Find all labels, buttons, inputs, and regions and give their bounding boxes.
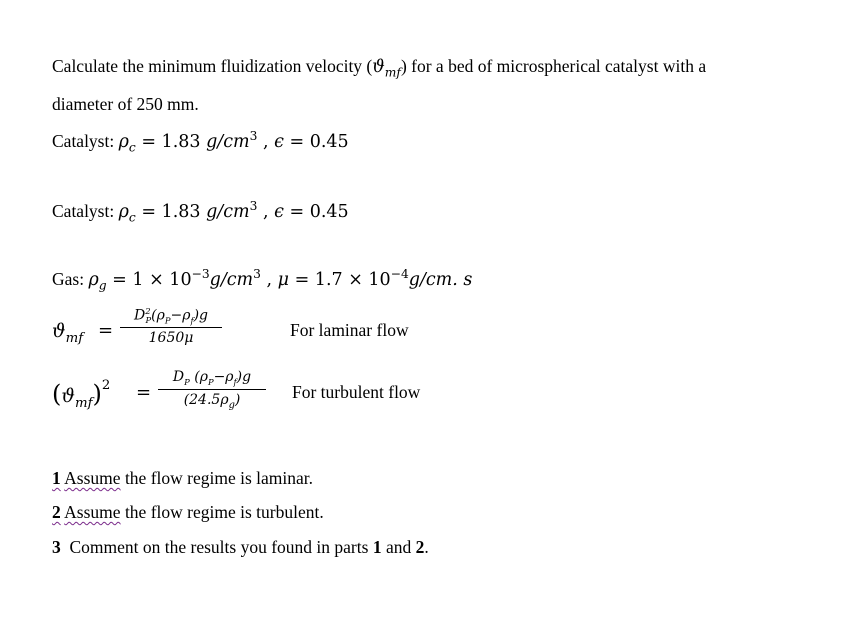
task-1-assume: Assume [64, 468, 121, 488]
task-1 [52, 470, 313, 488]
question-line-2: diameter of 250 mm. [52, 94, 199, 114]
gas-rho-unit: g/cm [209, 269, 254, 290]
catalyst-label: Catalyst: [52, 200, 119, 221]
eq2-theta-symbol: ϑ [61, 385, 75, 407]
gas-rho-exponent: −3 [191, 267, 210, 281]
task-1-rest: the flow regime is laminar. [120, 468, 314, 488]
theta-subscript: mf [384, 65, 401, 80]
eq1-theta-subscript: mf [65, 330, 84, 346]
eq1-num-sub: P [145, 315, 152, 326]
eq2-numerator [158, 369, 266, 387]
task-1-number [52, 468, 61, 488]
task-3-text-a: Comment on the results you found in parts [60, 537, 373, 557]
eq1-equals: = [98, 320, 114, 341]
epsilon-symbol: ϵ [274, 201, 284, 222]
eq1-fraction [120, 306, 222, 346]
epsilon-symbol: ϵ [274, 131, 284, 152]
question-line-1-start: Calculate the minimum fluidization velocity ( [52, 56, 373, 76]
task-3-text-b: and [381, 537, 416, 557]
rho-subscript: c [128, 140, 136, 155]
eq1-num-d: D [133, 307, 146, 324]
rho-subscript: c [128, 210, 136, 225]
task-3-bold-1: 1 [372, 537, 382, 557]
rho-value: = 1.83 [135, 131, 207, 152]
eq2-num-mid: −ρ [213, 369, 234, 385]
eq2-fraction-bar [158, 389, 266, 390]
task-2-assume: Assume [64, 502, 121, 522]
eq1-fraction-bar [120, 327, 222, 328]
task-3-bold-2: 2 [415, 537, 425, 557]
eq2-equals: = [136, 382, 152, 403]
gas-rho-value: = 1 × 10 [106, 269, 192, 290]
rho-symbol: ρ [118, 131, 129, 152]
task-2-rest: the flow regime is turbulent. [120, 502, 324, 522]
gas-rho-subscript: g [98, 278, 107, 293]
eq2-lhs [52, 377, 111, 411]
eq1-num-sub2: f [190, 315, 194, 326]
catalyst-line-1 [52, 130, 349, 154]
eq2-den-end: ) [234, 391, 241, 408]
eq1-num-sub1: P [164, 315, 171, 326]
eq2-denominator [158, 392, 266, 411]
rho-unit: g/cm [206, 131, 250, 152]
eq2-num-sub2: f [233, 376, 237, 387]
eq1-label: For laminar flow [290, 320, 409, 340]
catalyst-label: Catalyst: [52, 130, 119, 151]
gas-rho-unit-exponent: 3 [253, 267, 261, 281]
gas-label: Gas: [52, 268, 89, 289]
eq2-num-sub1: P [207, 376, 214, 387]
epsilon-value: = 0.45 [283, 201, 349, 222]
eq2-exponent: 2 [101, 377, 111, 393]
task-3 [52, 539, 429, 557]
eq1-num-end: )g [193, 307, 209, 324]
rho-unit-exponent: 3 [249, 199, 258, 213]
eq2-open-paren: ( [52, 380, 62, 408]
eq2-den-main: (24.5ρ [183, 391, 229, 408]
task-2-number [52, 502, 61, 522]
mu-exponent: −4 [390, 267, 409, 281]
eq2-num-sub: P [184, 376, 190, 387]
epsilon-value: = 0.45 [283, 131, 349, 152]
rho-unit: g/cm [206, 201, 250, 222]
eq1-numerator [120, 306, 222, 325]
rho-unit-exponent: 3 [249, 129, 258, 143]
separator: , [257, 131, 275, 152]
separator: , [257, 201, 275, 222]
mu-value: = 1.7 × 10 [289, 269, 391, 290]
mu-symbol: μ [277, 269, 290, 290]
eq1-lhs [52, 322, 83, 345]
eq2-label: For turbulent flow [292, 382, 421, 402]
eq1-denominator: 1650μ [148, 330, 194, 347]
task-2 [52, 504, 324, 522]
eq1-num-rest: (ρ [151, 307, 165, 324]
eq2-theta-subscript: mf [74, 395, 93, 411]
catalyst-line-2 [52, 200, 349, 224]
question-line-1 [52, 58, 706, 79]
eq2-num-d: D [172, 369, 185, 385]
eq2-num-rest: (ρ [189, 369, 208, 385]
question-line-1-end: ) for a bed of microspherical catalyst with a [400, 56, 707, 76]
mu-unit: g/cm. s [408, 269, 473, 290]
gas-line [52, 268, 472, 292]
gas-rho-symbol: ρ [88, 269, 99, 290]
task-2-number-text: 2 [52, 502, 61, 522]
eq2-fraction [158, 369, 266, 411]
theta-symbol: ϑ [372, 57, 385, 77]
eq1-num-sup: 2 [145, 306, 151, 316]
task-3-number: 3 [52, 537, 61, 557]
eq2-den-sub: g [228, 399, 235, 411]
eq1-num-mid: −ρ [170, 307, 191, 324]
rho-value: = 1.83 [135, 201, 207, 222]
eq2-close-paren: ) [92, 380, 102, 408]
gas-separator: , [260, 269, 278, 290]
eq2-num-end: )g [236, 369, 252, 385]
task-1-number-text: 1 [52, 468, 61, 488]
eq1-theta-symbol: ϑ [52, 320, 66, 342]
task-3-text-c: . [424, 537, 429, 557]
rho-symbol: ρ [118, 201, 129, 222]
